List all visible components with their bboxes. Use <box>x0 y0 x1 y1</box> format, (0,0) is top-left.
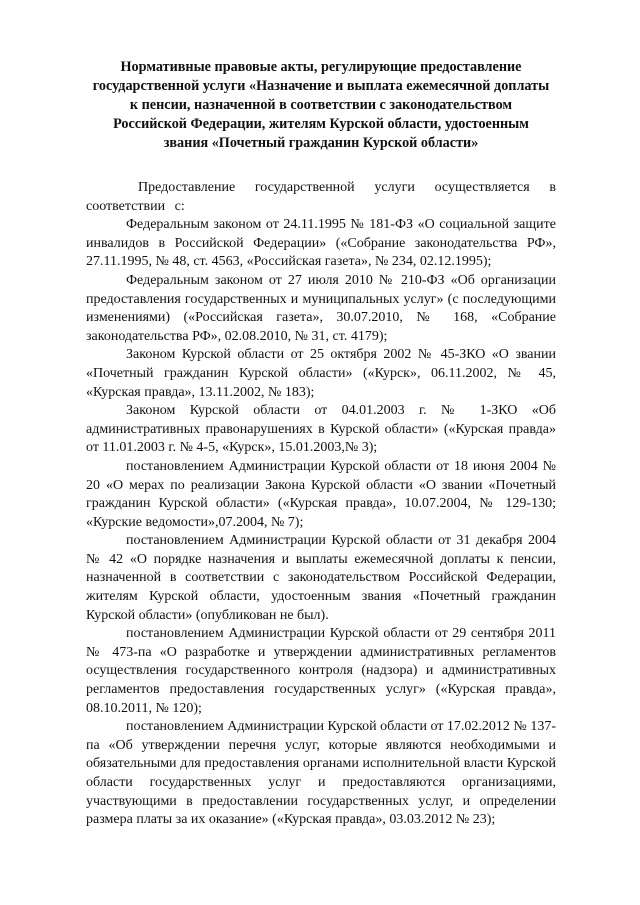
document-body <box>86 179 556 830</box>
law-paragraph-3: Законом Курской области от 25 октября 2002 № 45-ЗКО «О звании «Почетный гражданин Курской области» («Курск», 06.11.2002, № 45, «Курская правда», 13.11.2002, № 183); <box>86 347 556 400</box>
intro-paragraph: Предоставление государственной услуги осуществляется в соответствии с: <box>86 180 556 214</box>
law-paragraph-5: постановлением Администрации Курской области от 18 июня 2004 № 20 «О мерах по реализации Закона Курской области «О звании «Почетный гражданин Курской области» («Курская правда», 10.07.2004, № 129-130; «Курские ведомости»,07.2004, № 7); <box>86 458 556 530</box>
law-paragraph-6: постановлением Администрации Курской области от 31 декабря 2004 № 42 «О порядке назначения и выплаты ежемесячной доплаты к пенсии, назначенной в соответствии с законодательством Российской Федерации, жителям Курской области, удостоенным звания «Почетный гражданин Курской области» (опубликован не был). <box>86 533 556 623</box>
document-title: Нормативные правовые акты, регулирующие предоставление государственной услуги «Назначение и выплата ежемесячной доплаты к пенсии, назначенной в соответствии с законодательством Российской Федерации, жителям Курской области, удостоенным звания «Почетный гражданин Курской области» <box>92 59 550 151</box>
law-paragraph-4: Законом Курской области от 04.01.2003 г. № 1-ЗКО «Об административных правонарушениях в Курской области» («Курская правда» от 11.01.2003 г. № 4-5, «Курск», 15.01.2003,№ 3); <box>86 403 556 456</box>
law-paragraph-7: постановлением Администрации Курской области от 29 сентября 2011 № 473-па «О разработке и утверждении административных регламентов осуществления государственного контроля (надзора) и административных регламентов предоставления государственных услуг» («Курская правда», 08.10.2011, № 120); <box>86 626 556 716</box>
law-paragraph-1: Федеральным законом от 24.11.1995 № 181-ФЗ «О социальной защите инвалидов в Российской Федерации» («Собрание законодательства РФ», 27.11.1995, № 48, ст. 4563, «Российская газета», № 234, 02.12.1995); <box>86 217 556 270</box>
law-paragraph-8: постановлением Администрации Курской области от 17.02.2012 № 137-па «Об утверждении перечня услуг, которые являются необходимыми и обязательными для предоставления органами исполнительной власти Курской области государственных услуг и предоставляются организациями, участвующими в предоставлении государственных услуг, и определении размера платы за их оказание» («Курская правда», 03.03.2012 № 23); <box>86 719 556 828</box>
law-paragraph-2: Федеральным законом от 27 июля 2010 № 210-ФЗ «Об организации предоставления государственных и муниципальных услуг» (с последующими изменениями) («Российская газета», 30.07.2010, № 168, «Собрание законодательства РФ», 02.08.2010, № 31, ст. 4179); <box>86 272 556 344</box>
